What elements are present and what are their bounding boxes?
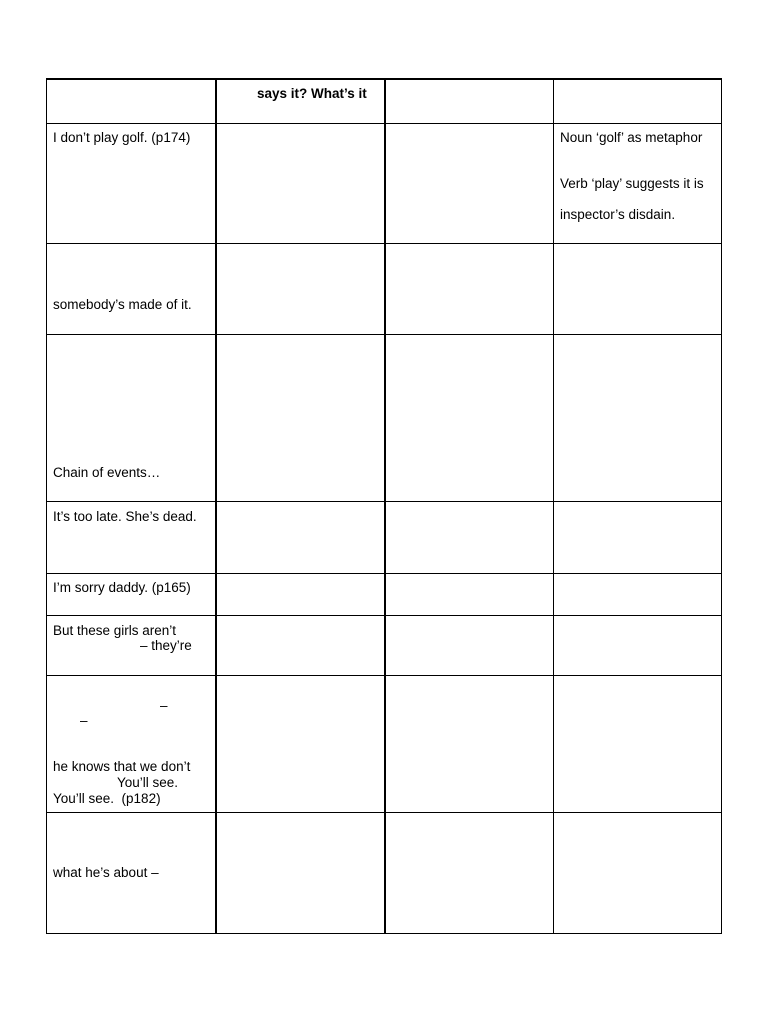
quote-cell-text: But these girls aren’t [53, 623, 177, 638]
row-divider [46, 243, 722, 244]
quote-cell-text: – [160, 698, 168, 713]
quote-cell-text: what he’s about – [53, 865, 159, 880]
header-cell-text: says it? What’s it [257, 86, 367, 101]
row-divider [46, 334, 722, 335]
column-divider [553, 78, 554, 934]
quote-cell-text: You’ll see. (p182) [53, 791, 161, 806]
quote-cell-text: Chain of events… [53, 465, 161, 480]
quote-cell-text: I don’t play golf. (p174) [53, 130, 191, 145]
row-divider [46, 615, 722, 616]
row-divider [46, 573, 722, 574]
quote-cell-text: It’s too late. She’s dead. [53, 509, 197, 524]
column-divider [215, 78, 217, 934]
quote-cell-text: You’ll see. [117, 775, 179, 790]
table-border-bottom [46, 933, 722, 934]
analysis-cell-text: Verb ‘play’ suggests it is [560, 176, 704, 191]
row-divider [46, 675, 722, 676]
quote-cell-text: I’m sorry daddy. (p165) [53, 580, 191, 595]
row-divider [46, 812, 722, 813]
row-divider [46, 123, 722, 124]
analysis-cell-text: inspector’s disdain. [560, 207, 676, 222]
quote-cell-text: – [80, 713, 88, 728]
quote-cell-text: he knows that we don’t [53, 759, 191, 774]
row-divider [46, 501, 722, 502]
column-divider [384, 78, 386, 934]
table-border-top [46, 78, 722, 80]
table-border-right [721, 78, 722, 934]
table-border-left [46, 78, 47, 934]
analysis-cell-text: Noun ‘golf’ as metaphor [560, 130, 703, 145]
quote-cell-text: somebody’s made of it. [53, 297, 192, 312]
quote-cell-text: – they’re [140, 638, 192, 653]
